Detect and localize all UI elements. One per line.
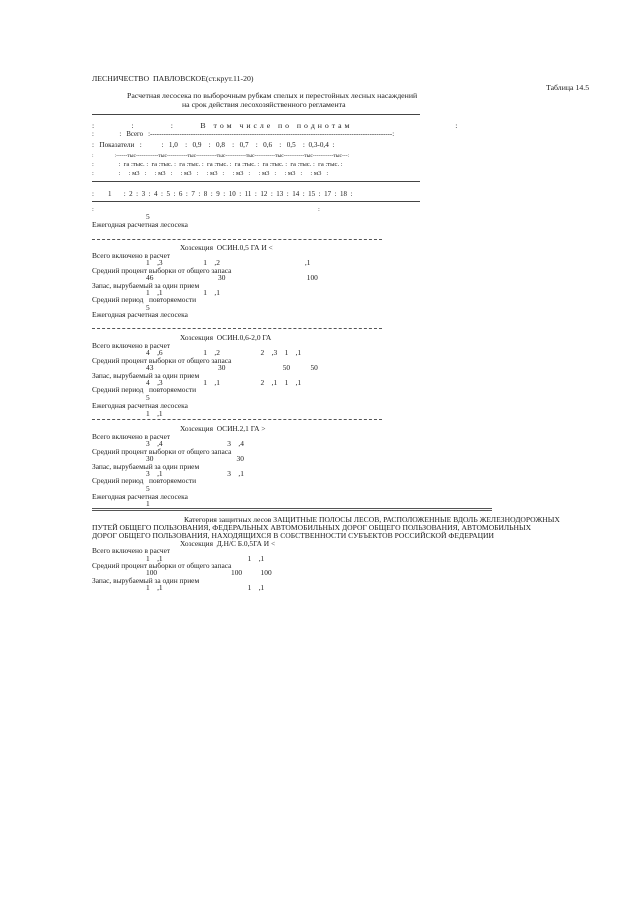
section3-total-label: Всего включено в расчет [92,432,171,441]
table-number: Таблица 14.5 [546,83,590,92]
section1-percent-label: Средний процент выборки от общего запаса [92,266,232,275]
section2-percent-label: Средний процент выборки от общего запаса [92,356,232,365]
section-divider-1 [92,239,382,240]
section1-period-value: 5 [146,303,150,312]
colhead-row3: : Показатели : : 1,0 : 0,9 : 0,8 : 0,7 : 0,6 : 0,5 : 0,3-0,4 : [92,141,335,149]
section4-title: Хозсекция Д.Н/С Б.0,5ГА И < [180,539,276,548]
colhead-row-empty: : : [92,206,320,213]
section3-stock-values: 3 ,1 3 ,1 [146,469,244,478]
colhead-row2: : : Всего :-----------------------------------------------------------------------------------------------------------: [92,131,395,138]
section2-period-value: 5 [146,393,150,402]
section3-annual-label: Ежегодная расчетная лесосека [92,492,188,501]
category-line1: Категория защитных лесов ЗАЩИТНЫЕ ПОЛОСЫ ЛЕСОВ, РАСПОЛОЖЕННЫЕ ВДОЛЬ ЖЕЛЕЗНОДОРОЖНЫХ [184,515,560,524]
section2-stock-label: Запас, вырубаемый за один прием [92,371,200,380]
section4-total-values: 1 ,1 1 ,1 [146,554,265,563]
colhead-row1: : : : В т о м ч и с л е п о п о д н о т а м : [92,121,458,130]
doc-title-line2: на срок действия лесохозяйственного регламента [182,100,346,109]
section2-title: Хозсекция ОСИН.0,6-2,0 ГА [180,333,272,342]
section3-period-value: 5 [146,484,150,493]
colhead-numbers: : 1 : 2 : 3 : 4 : 5 : 6 : 7 : 8 : 9 : 10 : 11 : 12 : 13 : 14 : 15 : 17 : 18 : [92,190,353,198]
section1-total-label: Всего включено в расчет [92,251,171,260]
section4-stock-label: Запас, вырубаемый за один прием [92,576,200,585]
section3-stock-label: Запас, вырубаемый за один прием [92,462,200,471]
section4-percent-label: Средний процент выборки от общего запаса [92,561,232,570]
section2-annual-label: Ежегодная расчетная лесосека [92,401,188,410]
header-rule-bottom [92,201,420,202]
section1-stock-values: 1 ,1 1 ,1 [146,288,220,297]
header-rule-mid [92,181,420,182]
section2-annual-value: 1 ,1 [146,409,163,418]
section3-title: Хозсекция ОСИН.2,1 ГА > [180,424,266,433]
section1-percent-values: 46 30 100 [146,273,318,282]
section1-annual-label: Ежегодная расчетная лесосека [92,310,188,319]
section4-stock-values: 1 ,1 1 ,1 [146,583,265,592]
colhead-row6: : : : м3 : : м3 : : м3 : : м3 : : м3 : : м3 : : м3 : : м3 : [92,170,329,177]
section1-period-label: Средний период повторяемости [92,295,197,304]
doc-title-line1: Расчетная лесосека по выборочным рубкам спелых и перестойных лесных насаждений [127,91,418,100]
section-divider-2 [92,328,382,329]
section2-stock-values: 4 ,3 1 ,1 2 ,1 1 ,1 [146,378,302,387]
category-line3: ДОРОГ ОБЩЕГО ПОЛЬЗОВАНИЯ, НАХОДЯЩИХСЯ В СОБСТВЕННОСТИ СУБЪЕКТОВ РОССИЙСКОЙ ФЕДЕРАЦИИ [92,531,495,540]
section1-title: Хозсекция ОСИН.0,5 ГА И < [180,243,273,252]
section2-total-values: 4 ,6 1 ,2 2 ,3 1 ,1 [146,348,302,357]
section3-annual-value: 1 [146,499,150,508]
forestry-name: ЛЕСНИЧЕСТВО ПАВЛОВСКОЕ(ст.крут.11-20) [92,74,254,83]
header-rule-top [92,114,420,115]
section2-period-label: Средний период повторяемости [92,385,197,394]
section4-percent-values: 100 100 100 [146,568,272,577]
top-value: 5 [146,212,150,221]
section2-percent-values: 43 30 50 50 [146,363,318,372]
section1-total-values: 1 ,3 1 ,2 ,1 [146,258,311,267]
section3-total-values: 3 ,4 3 ,4 [146,439,244,448]
category-divider [92,508,492,511]
section3-percent-values: 30 30 [146,454,244,463]
colhead-row5: : : га :тыс. : га :тыс. : га :тыс. : га :тыс. : га :тыс. : га :тыс. : га :тыс. : га :тыс. : [92,161,343,168]
top-label: Ежегодная расчетная лесосека [92,220,188,229]
section3-period-label: Средний период повторяемости [92,476,197,485]
section2-total-label: Всего включено в расчет [92,341,171,350]
section3-percent-label: Средний процент выборки от общего запаса [92,447,232,456]
colhead-row4: : :------тыс------------тыс-----------тыс-----------тыс-----------тыс-----------тыс-----------тыс-----------тыс---: [92,153,350,159]
section1-stock-label: Запас, вырубаемый за один прием [92,281,200,290]
section-divider-3 [92,419,382,420]
category-line2: ПУТЕЙ ОБЩЕГО ПОЛЬЗОВАНИЯ, ФЕДЕРАЛЬНЫХ АВТОМОБИЛЬНЫХ ДОРОГ ОБЩЕГО ПОЛЬЗОВАНИЯ, АВТОМОБИЛЬНЫХ [92,523,532,532]
section4-total-label: Всего включено в расчет [92,546,171,555]
